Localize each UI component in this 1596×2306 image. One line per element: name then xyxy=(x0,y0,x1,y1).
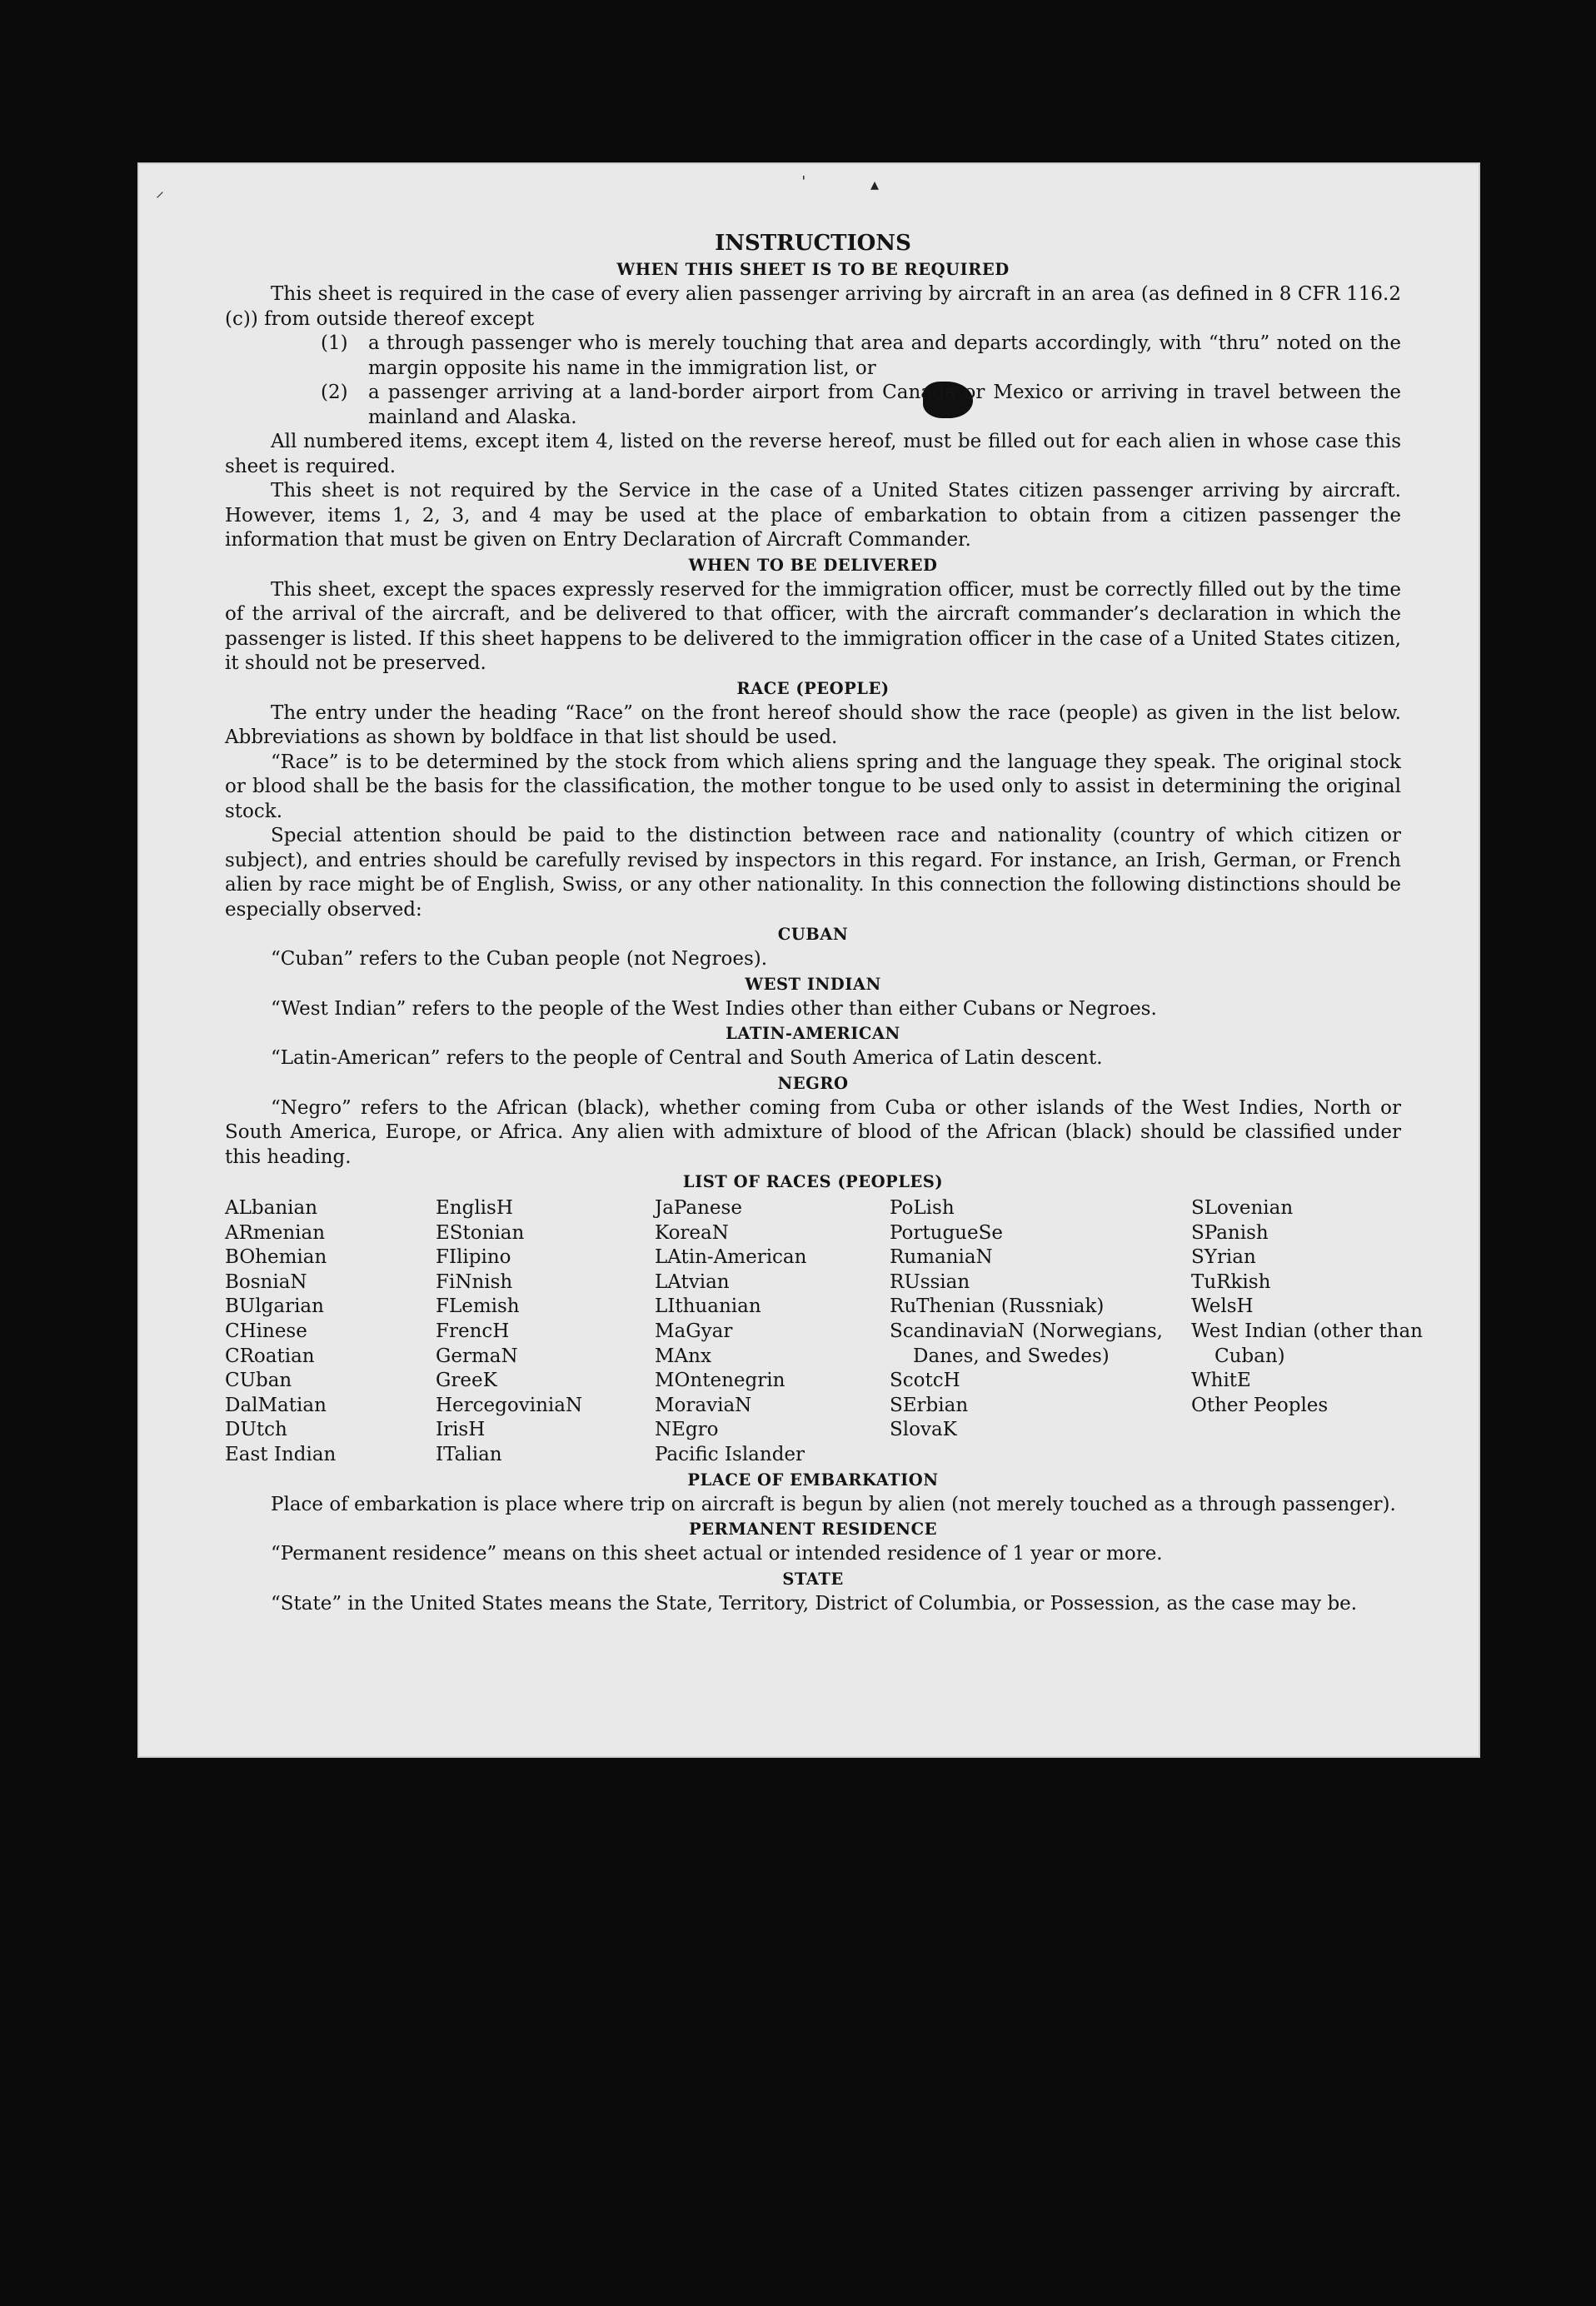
races-list xyxy=(225,1196,1423,1468)
paragraph: This sheet is not required by the Service in the case of a United States citizen passenger arriving by aircraft. However, items 1, 2, 3, and 4 may be used at the place of embarkation to obtain from a citizen passenger the information that must be given on Entry Declaration of Aircraft Commander. xyxy=(225,480,1401,551)
section-heading: LATIN-AMERICAN xyxy=(726,1024,900,1043)
race-entry: ScandinaviaN (Norwegians, Danes, and Swedes) xyxy=(890,1320,1163,1367)
document-content xyxy=(225,229,1423,1616)
item-text: a passenger arriving at a land-border airport from Canada or Mexico or arriving in travel between the mainland and Alaska. xyxy=(368,382,1401,428)
section-heading: WHEN THIS SHEET IS TO BE REQUIRED xyxy=(616,260,1010,279)
section-heading: PLACE OF EMBARKATION xyxy=(687,1470,939,1490)
races-column xyxy=(1191,1196,1423,1468)
race-entry: ALbanian xyxy=(225,1197,318,1219)
section-heading: WEST INDIAN xyxy=(745,974,881,994)
races-column xyxy=(225,1196,436,1468)
race-entry: Other Peoples xyxy=(1191,1394,1329,1416)
section-heading: CUBAN xyxy=(777,925,849,944)
race-entry: CHinese xyxy=(225,1320,307,1342)
paragraph: “West Indian” refers to the people of the West Indies other than either Cubans or Negroes. xyxy=(271,997,1157,1020)
race-entry: FiNnish xyxy=(436,1270,513,1293)
numbered-item xyxy=(225,381,1401,430)
race-entry: ITalian xyxy=(436,1443,502,1465)
race-entry: SlovaK xyxy=(890,1419,957,1441)
race-entry: SPanish xyxy=(1191,1221,1269,1244)
scan-speck: ▴ xyxy=(870,174,880,194)
race-entry: MOntenegrin xyxy=(655,1370,786,1392)
section-heading: NEGRO xyxy=(777,1073,849,1093)
race-entry: DalMatian xyxy=(225,1394,327,1416)
scan-speck: ⸝ xyxy=(156,181,164,201)
race-entry: SLovenian xyxy=(1191,1197,1294,1219)
numbered-item xyxy=(225,332,1401,381)
race-entry: SYrian xyxy=(1191,1246,1256,1269)
race-entry: RuThenian (Russniak) xyxy=(890,1295,1105,1318)
section-heading: PERMANENT RESIDENCE xyxy=(688,1520,937,1540)
race-entry: MaGyar xyxy=(655,1320,733,1342)
item-text: a through passenger who is merely touching that area and departs accordingly, with “thru” noted on the margin opposite his name in the immigration list, or xyxy=(368,332,1401,379)
race-entry: NEgro xyxy=(655,1419,719,1441)
race-entry: RumaniaN xyxy=(890,1246,993,1269)
race-entry: East Indian xyxy=(225,1443,337,1465)
race-entry: FIlipino xyxy=(436,1246,511,1269)
document-title: INSTRUCTIONS xyxy=(715,231,911,256)
paragraph: The entry under the heading “Race” on the front hereof should show the race (people) as given in the list below. Abbreviations as shown by boldface in that list should be used. xyxy=(225,701,1401,748)
paragraph: Place of embarkation is place where trip on aircraft is begun by alien (not merely touched as a through passenger). xyxy=(271,1493,1396,1515)
race-entry: DUtch xyxy=(225,1419,287,1441)
item-number: (1) xyxy=(321,332,348,354)
race-entry: MoraviaN xyxy=(655,1394,752,1416)
section-heading: LIST OF RACES (PEOPLES) xyxy=(682,1172,944,1191)
race-entry: FrencH xyxy=(436,1320,510,1342)
race-entry: KoreaN xyxy=(655,1221,729,1244)
race-entry: GermaN xyxy=(436,1345,518,1367)
race-entry: GreeK xyxy=(436,1370,497,1392)
races-column xyxy=(436,1196,655,1468)
race-entry: PortugueSe xyxy=(890,1221,1003,1244)
section-heading: STATE xyxy=(782,1569,844,1589)
section-heading: WHEN TO BE DELIVERED xyxy=(688,555,938,575)
race-entry: Pacific Islander xyxy=(655,1443,805,1465)
paragraph: All numbered items, except item 4, listed on the reverse hereof, must be filled out for each alien in whose case this sheet is required. xyxy=(225,431,1401,477)
race-entry: EStonian xyxy=(436,1221,525,1244)
race-entry: PoLish xyxy=(890,1197,955,1219)
race-entry: HercegoviniaN xyxy=(436,1394,583,1416)
paragraph: “Latin-American” refers to the people of Central and South America of Latin descent. xyxy=(271,1047,1103,1069)
races-column xyxy=(655,1196,890,1468)
race-entry: LAtvian xyxy=(655,1270,730,1293)
paragraph: This sheet, except the spaces expressly reserved for the immigration officer, must be correctly filled out by the time of the arrival of the aircraft, and be delivered to that officer, with the aircraft commander’s declaration in which the passenger is listed. If this sheet happens to be delivered to the immigration officer in the case of a United States citizen, it should not be preserved. xyxy=(225,578,1401,674)
race-entry: MAnx xyxy=(655,1345,711,1367)
race-entry: CUban xyxy=(225,1370,292,1392)
paragraph: “State” in the United States means the State, Territory, District of Columbia, or Possession, as the case may be. xyxy=(271,1592,1358,1615)
race-entry: EnglisH xyxy=(436,1197,513,1219)
item-number: (2) xyxy=(321,382,348,403)
race-entry: ScotcH xyxy=(890,1370,960,1392)
paragraph: Special attention should be paid to the distinction between race and nationality (country of which citizen or subject), and entries should be carefully revised by inspectors in this regard. For instance, an Irish, German, or French alien by race might be of English, Swiss, or any other nationality. In this connection the following distinctions should be especially observed: xyxy=(225,825,1401,921)
race-entry: JaPanese xyxy=(655,1197,742,1219)
race-entry: TuRkish xyxy=(1191,1270,1271,1293)
race-entry: WelsH xyxy=(1191,1295,1254,1318)
race-entry: CRoatian xyxy=(225,1345,315,1367)
race-entry: LAtin-American xyxy=(655,1246,807,1269)
race-entry: IrisH xyxy=(436,1419,486,1441)
races-column xyxy=(890,1196,1191,1468)
race-entry: BUlgarian xyxy=(225,1295,324,1318)
paragraph: “Permanent residence” means on this sheet actual or intended residence of 1 year or more. xyxy=(271,1543,1163,1565)
paragraph: “Cuban” refers to the Cuban people (not Negroes). xyxy=(271,948,768,970)
paragraph: This sheet is required in the case of every alien passenger arriving by aircraft in an area (as defined in 8 CFR 116.2 (c)) from outside thereof except xyxy=(225,283,1401,330)
race-entry: West Indian (other than Cuban) xyxy=(1191,1320,1423,1367)
race-entry: WhitE xyxy=(1191,1370,1251,1392)
race-entry: BosniaN xyxy=(225,1270,307,1293)
race-entry: FLemish xyxy=(436,1295,520,1318)
race-entry: ARmenian xyxy=(225,1221,326,1244)
race-entry: SErbian xyxy=(890,1394,969,1416)
paragraph: “Race” is to be determined by the stock from which aliens spring and the language they speak. The original stock or blood shall be the basis for the classification, the mother tongue to be used only to assist in determining the original stock. xyxy=(225,751,1401,822)
document-sheet xyxy=(137,162,1480,1758)
race-entry: BOhemian xyxy=(225,1246,327,1269)
paragraph: “Negro” refers to the African (black), whether coming from Cuba or other islands of the West Indies, North or South America, Europe, or Africa. Any alien with admixture of blood of the African (black) should be classified under this heading. xyxy=(225,1096,1401,1168)
scan-speck: ˈ xyxy=(801,172,806,192)
race-entry: RUssian xyxy=(890,1270,970,1293)
section-heading: RACE (PEOPLE) xyxy=(736,678,890,698)
race-entry: LIthuanian xyxy=(655,1295,761,1318)
